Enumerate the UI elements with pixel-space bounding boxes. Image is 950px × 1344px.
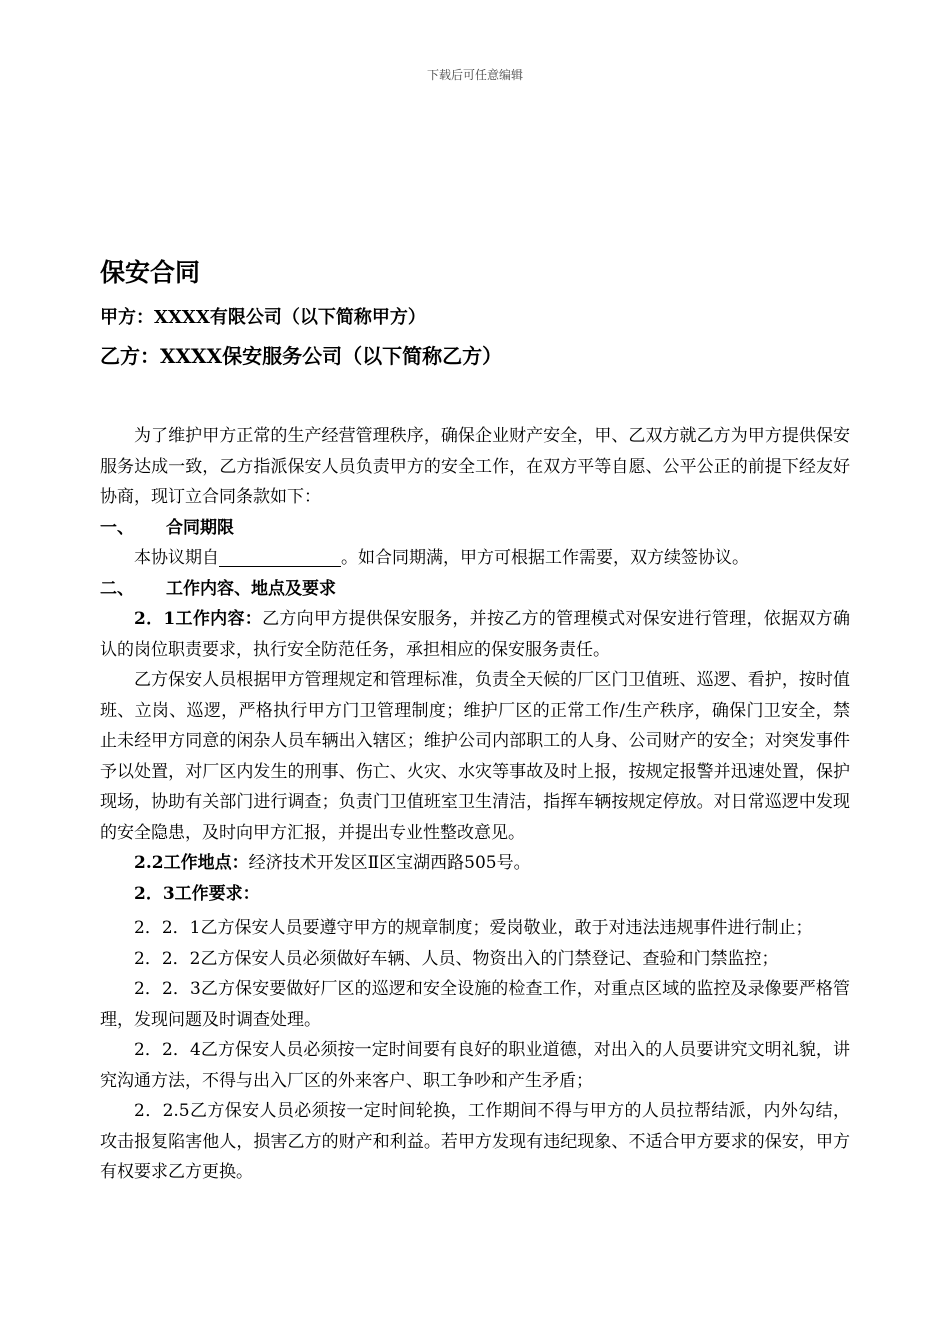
work-location-label: 2.2工作地点： (134, 853, 249, 873)
guard-duties-paragraph: 乙方保安人员根据甲方管理规定和管理标准，负责全天候的厂区门卫值班、巡逻、看护，按时值班、立岗、巡逻，严格执行甲方门卫管理制度；维护厂区的正常工作/生产秩序，确保门卫安全，禁止未经甲方同意的闲杂人员车辆出入辖区；维护公司内部职工的人身、公司财产的安全；对突发事件予以处置，对厂区内发生的刑事、伤亡、火灾、水灾等事故及时上报，按规定报警并迅速处置，保护现场，协助有关部门进行调查；负责门卫值班室卫生清洁，指挥车辆按规定停放。对日常巡逻中发现的安全隐患，及时向甲方汇报，并提出专业性整改意见。 (100, 670, 850, 843)
section-1-number: 一、 (100, 517, 134, 538)
work-content-paragraph (100, 604, 850, 665)
header-note: 下载后可任意编辑 (426, 68, 523, 82)
contract-term-paragraph (100, 543, 850, 574)
section-1-title: 合同期限 (166, 517, 234, 538)
term-text-after: 。如合同期满，甲方可根据工作需要，双方续签协议。 (341, 548, 749, 568)
term-blank-line (219, 546, 341, 567)
requirement-item: 2．2.5乙方保安人员必须按一定时间轮换，工作期间不得与甲方的人员拉帮结派，内外勾结，攻击报复陷害他人，损害乙方的财产和利益。若甲方发现有违纪现象、不适合甲方要求的保安，甲方有权要求乙方更换。 (100, 1101, 850, 1182)
term-text-before: 本协议期自 (134, 548, 219, 568)
section-2-title: 工作内容、地点及要求 (166, 578, 336, 599)
requirement-item: 2．2．2乙方保安人员必须做好车辆、人员、物资出入的门禁登记、查验和门禁监控； (134, 948, 779, 969)
section-1-heading (100, 513, 850, 544)
intro-paragraph: 为了维护甲方正常的生产经营管理秩序，确保企业财产安全，甲、乙双方就乙方为甲方提供保安服务达成一致，乙方指派保安人员负责甲方的安全工作，在双方平等自愿、公平公正的前提下经友好协商，现订立合同条款如下： (100, 426, 850, 507)
requirement-item: 2．2．1乙方保安人员要遵守甲方的规章制度；爱岗敬业，敢于对违法违规事件进行制止； (134, 918, 813, 938)
work-location-text: 经济技术开发区Ⅱ区宝湖西路505号。 (248, 853, 531, 873)
party-b: 乙方：XXXX保安服务公司（以下简称乙方） (100, 344, 503, 368)
section-2-heading (100, 574, 850, 605)
section-2-number: 二、 (100, 578, 134, 599)
document-title: 保安合同 (100, 258, 201, 287)
work-location-paragraph (100, 848, 850, 879)
requirement-item: 2．2．4乙方保安人员必须按一定时间要有良好的职业道德，对出入的人员要讲究文明礼貌，讲究沟通方法，不得与出入厂区的外来客户、职工争吵和产生矛盾； (100, 1040, 850, 1091)
party-a: 甲方：XXXX有限公司（以下简称甲方） (100, 307, 426, 328)
document-body (100, 256, 850, 1188)
work-content-text: 乙方向甲方提供保安服务，并按乙方的管理模式对保安进行管理，依据双方确认的岗位职责要求，执行安全防范任务，承担相应的保安服务责任。 (100, 609, 850, 660)
requirement-item: 2．2．3乙方保安要做好厂区的巡逻和安全设施的检查工作，对重点区域的监控及录像要严格管理，发现问题及时调查处理。 (100, 979, 850, 1030)
work-requirements-label: 2．3工作要求： (134, 883, 260, 904)
work-content-label: 2．1工作内容： (134, 609, 263, 629)
